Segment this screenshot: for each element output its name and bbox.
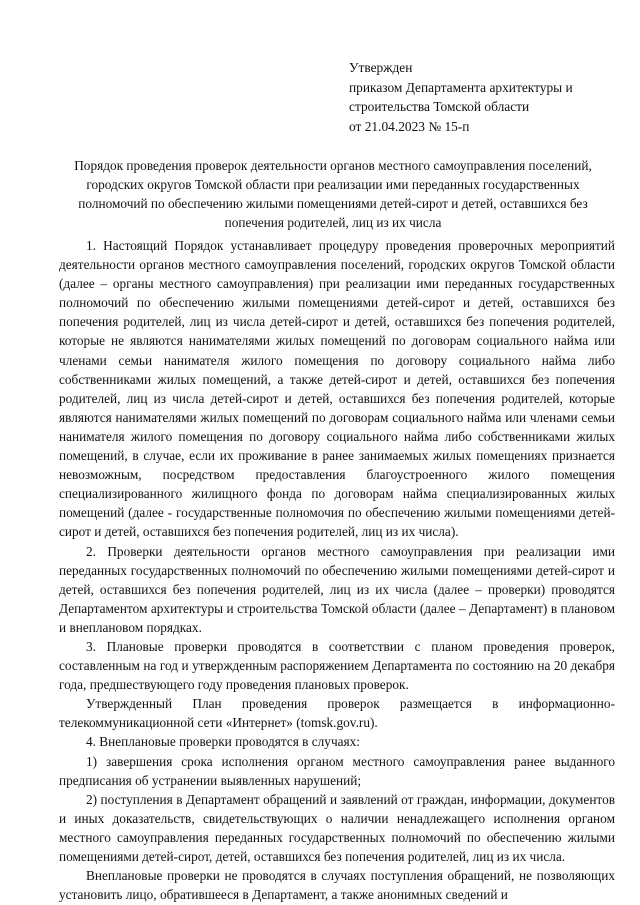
approval-line-1: Утвержден <box>349 60 413 75</box>
approval-stamp <box>349 58 619 136</box>
document-title: Порядок проведения проверок деятельности органов местного самоуправления поселений, городских округов Томской области при реализации ими переданных государственных полномочий по обеспечению жилыми помещениями детей-сирот и детей, оставшихся без попечения родителей, лиц из их числа <box>74 158 592 230</box>
paragraph-4-item-2: 2) поступления в Департамент обращений и заявлений от граждан, информации, документов и иных доказательств, свидетельствующих о наличии ненадлежащего исполнения органом местного самоуправления переданных государственных полномочий по обеспечению жилыми помещениями детей-сирот, детей, оставшихся без попечения родителей, лиц из их числа. <box>59 791 615 864</box>
paragraph-1: 1. Настоящий Порядок устанавливает процедуру проведения проверочных мероприятий деятельности органов местного самоуправления поселений, городских округов Томской области (далее – органы местного самоуправления) при реализации ими переданных государственных полномочий по обеспечению жилыми помещениями детей-сирот и детей, оставшихся без попечения родителей, лиц из числа детей-сирот и детей, оставшихся без попечения родителей, которые не являются нанимателями жилых помещений по договорам социального найма или членами семьи нанимателя жилого помещения по договору социального найма либо собственниками жилых помещений, а также детей-сирот и детей, оставшихся без попечения родителей, лиц из числа детей-сирот и детей, оставшихся без попечения родителей, которые являются нанимателями жилых помещений по договорам социального найма или членами семьи нанимателя жилого помещения по договору социального найма либо собственниками жилых помещений, в случае, если их проживание в ранее занимаемых жилых помещениях признается невозможным, посредством предоставления благоустроенного жилого помещения специализированного жилищного фонда по договорам найма специализированных жилых помещений (далее - государственные полномочия по обеспечению жилыми помещениями детей-сирот и детей, оставшихся без попечения родителей, лиц из их числа). <box>59 238 615 540</box>
paragraph-plan-publication: Утвержденный План проведения проверок размещается в информационно-телекоммуникационной сети «Интернет» (tomsk.gov.ru). <box>59 696 615 731</box>
document-body <box>59 236 615 904</box>
paragraph-unscheduled-exceptions: Внеплановые проверки не проводятся в случаях поступления обращений, не позволяющих установить лицо, обратившееся в Департамент, а также анонимных сведений и <box>59 868 615 903</box>
approval-line-3: строительства Томской области <box>349 99 530 115</box>
paragraph-2: 2. Проверки деятельности органов местного самоуправления при реализации ими переданных государственных полномочий по обеспечению жилыми помещениями детей-сирот и детей, оставшихся без попечения родителей, лиц из их числа (далее – проверки) проводятся Департаментом архитектуры и строительства Томской области (далее – Департамент) в плановом и внеплановом порядках. <box>59 543 615 635</box>
paragraph-3: 3. Плановые проверки проводятся в соответствии с планом проведения проверок, составленным на год и утвержденным распоряжением Департамента по состоянию на 20 декабря года, предшествующего году проведения плановых проверок. <box>59 638 615 693</box>
approval-line-2: приказом Департамента архитектуры и <box>349 79 573 95</box>
paragraph-4-item-1: 1) завершения срока исполнения органом местного самоуправления ранее выданного предписания об устранении выявленных нарушений; <box>59 753 615 788</box>
approval-line-4: от 21.04.2023 № 15-п <box>349 118 470 134</box>
paragraph-4: 4. Внеплановые проверки проводятся в случаях: <box>86 734 361 750</box>
